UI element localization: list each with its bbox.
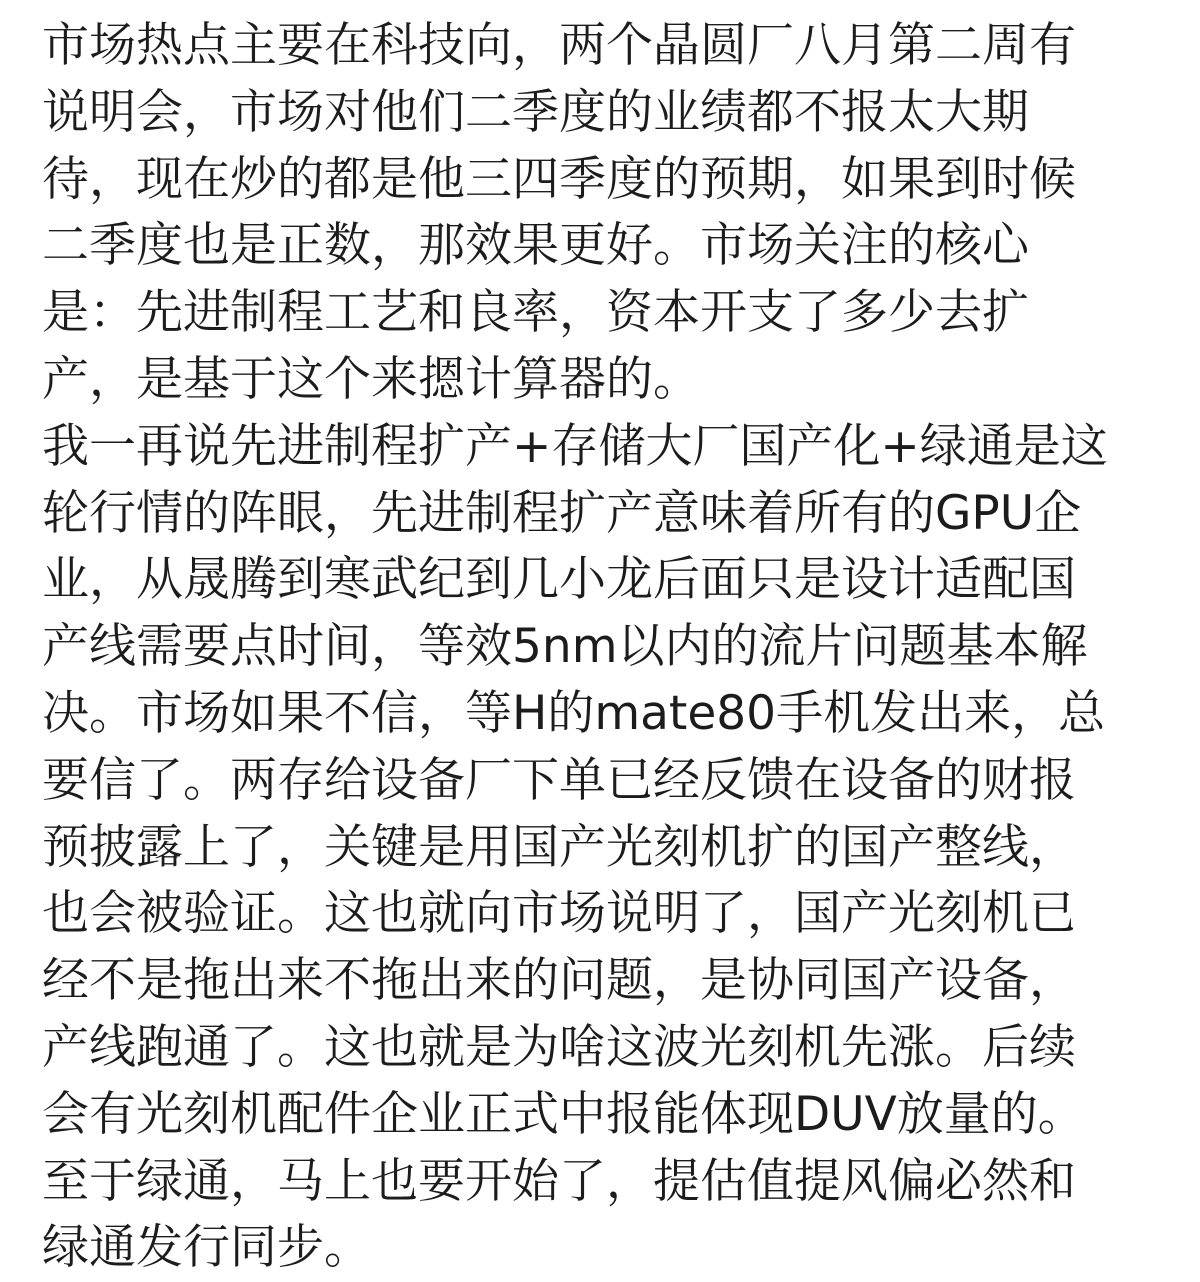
paragraph [42,414,1192,1282]
text-line: 待，现在炒的都是他三四季度的预期，如果到时候 [42,151,1076,207]
text-line: 绿通发行同步。 [42,1220,371,1276]
text-line: 业，从晟腾到寒武纪到几小龙后面只是设计适配国 [42,552,1076,608]
text-line: 产线需要点时间，等效5nm以内的流片问题基本解 [42,619,1088,675]
text-line: 会有光刻机配件企业正式中报能体现DUV放量的。 [42,1086,1085,1142]
document-body [42,0,1192,1282]
paragraph [42,13,1192,414]
text-line: 市场热点主要在科技向，两个晶圆厂八月第二周有 [42,18,1076,73]
text-line: 轮行情的阵眼，先进制程扩产意味着所有的GPU企 [42,485,1082,541]
text-line: 产线跑通了。这也就是为啥这波光刻机先涨。后续 [42,1019,1076,1075]
text-line: 我一再说先进制程扩产+存储大厂国产化+绿通是这 [42,418,1108,474]
text-line: 产，是基于这个来摁计算器的。 [42,351,700,407]
text-line: 是：先进制程工艺和良率，资本开支了多少去扩 [42,285,1029,341]
text-line: 预披露上了，关键是用国产光刻机扩的国产整线， [42,819,1076,875]
text-line: 经不是拖出来不拖出来的问题，是协同国产设备， [42,953,1076,1009]
text-line: 要信了。两存给设备厂下单已经反馈在设备的财报 [42,752,1076,808]
text-line: 二季度也是正数，那效果更好。市场关注的核心 [42,218,1029,274]
text-line: 决。市场如果不信，等H的mate80手机发出来，总 [42,685,1106,741]
text-line: 也会被验证。这也就向市场说明了，国产光刻机已 [42,886,1076,942]
text-line: 至于绿通，马上也要开始了，提估值提风偏必然和 [42,1153,1076,1209]
text-line: 说明会，市场对他们二季度的业绩都不报太大期 [42,84,1029,140]
